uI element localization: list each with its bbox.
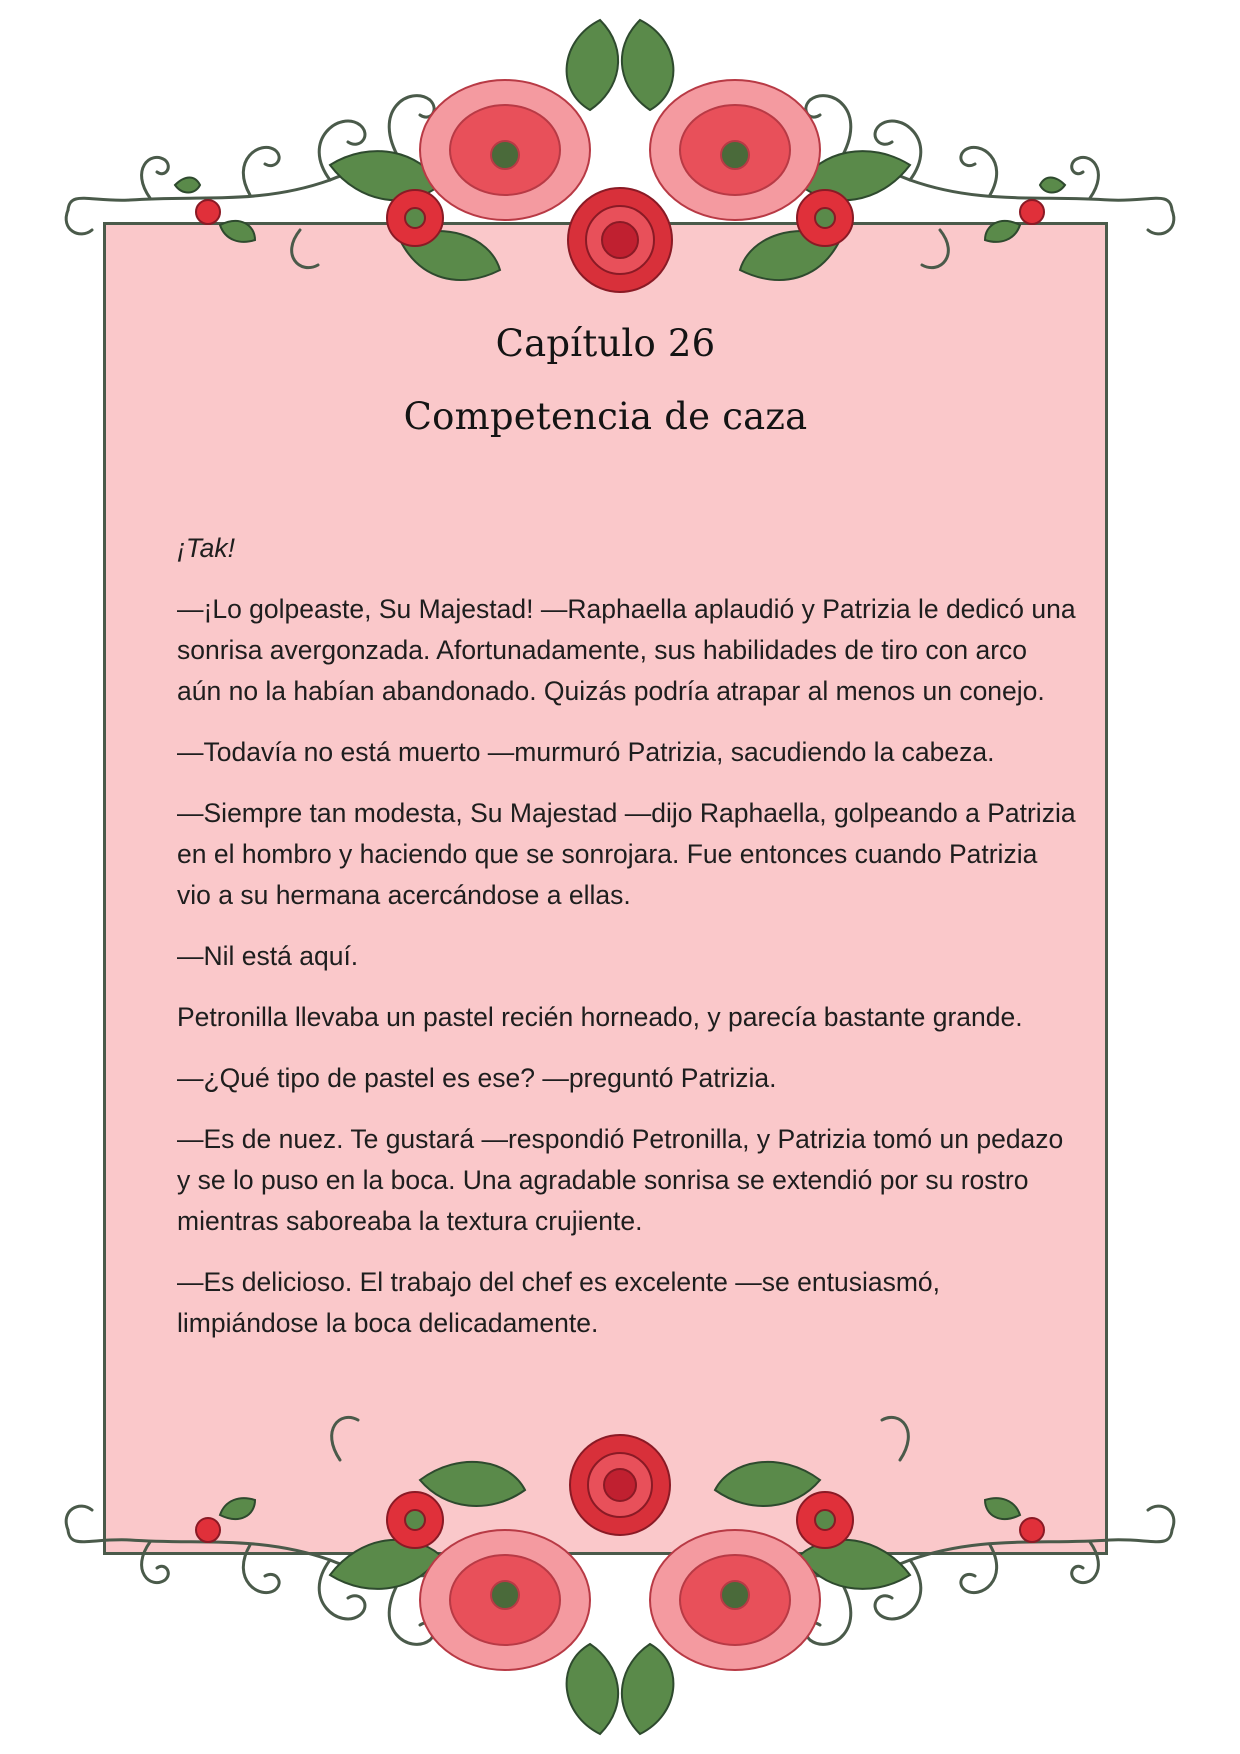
paragraph: —Es de nuez. Te gustará —respondió Petronilla, y Patrizia tomó un pedazo y se lo puso en la boca. Una agradable sonrisa se extendió por su rostro mientras saboreaba la textura crujiente. [177,1124,1064,1236]
chapter-body [177,528,1077,1364]
chapter-title: Capítulo 26 [495,322,716,365]
paragraph: —Siempre tan modesta, Su Majestad —dijo Raphaella, golpeando a Patrizia en el hombro y haciendo que se sonrojara. Fue entonces cuando Patrizia vio a su hermana acercándose a ellas. [177,798,1076,910]
paragraph: —Nil está aquí. [177,941,359,971]
paragraph: —Es delicioso. El trabajo del chef es excelente —se entusiasmó, limpiándose la boca delicadamente. [177,1267,941,1338]
paragraph: —¡Lo golpeaste, Su Majestad! —Raphaella aplaudió y Patrizia le dedicó una sonrisa avergonzada. Afortunadamente, sus habilidades de tiro con arco aún no la habían abandonado. Quizás podría atrapar al menos un conejo. [177,594,1076,706]
paragraph: —¿Qué tipo de pastel es ese? —preguntó Patrizia. [177,1063,777,1093]
paragraph: —Todavía no está muerto —murmuró Patrizia, sacudiendo la cabeza. [177,737,995,767]
paragraph: ¡Tak! [177,533,235,563]
chapter-subtitle: Competencia de caza [403,395,808,438]
paragraph: Petronilla llevaba un pastel recién horneado, y parecía bastante grande. [177,1002,1023,1032]
